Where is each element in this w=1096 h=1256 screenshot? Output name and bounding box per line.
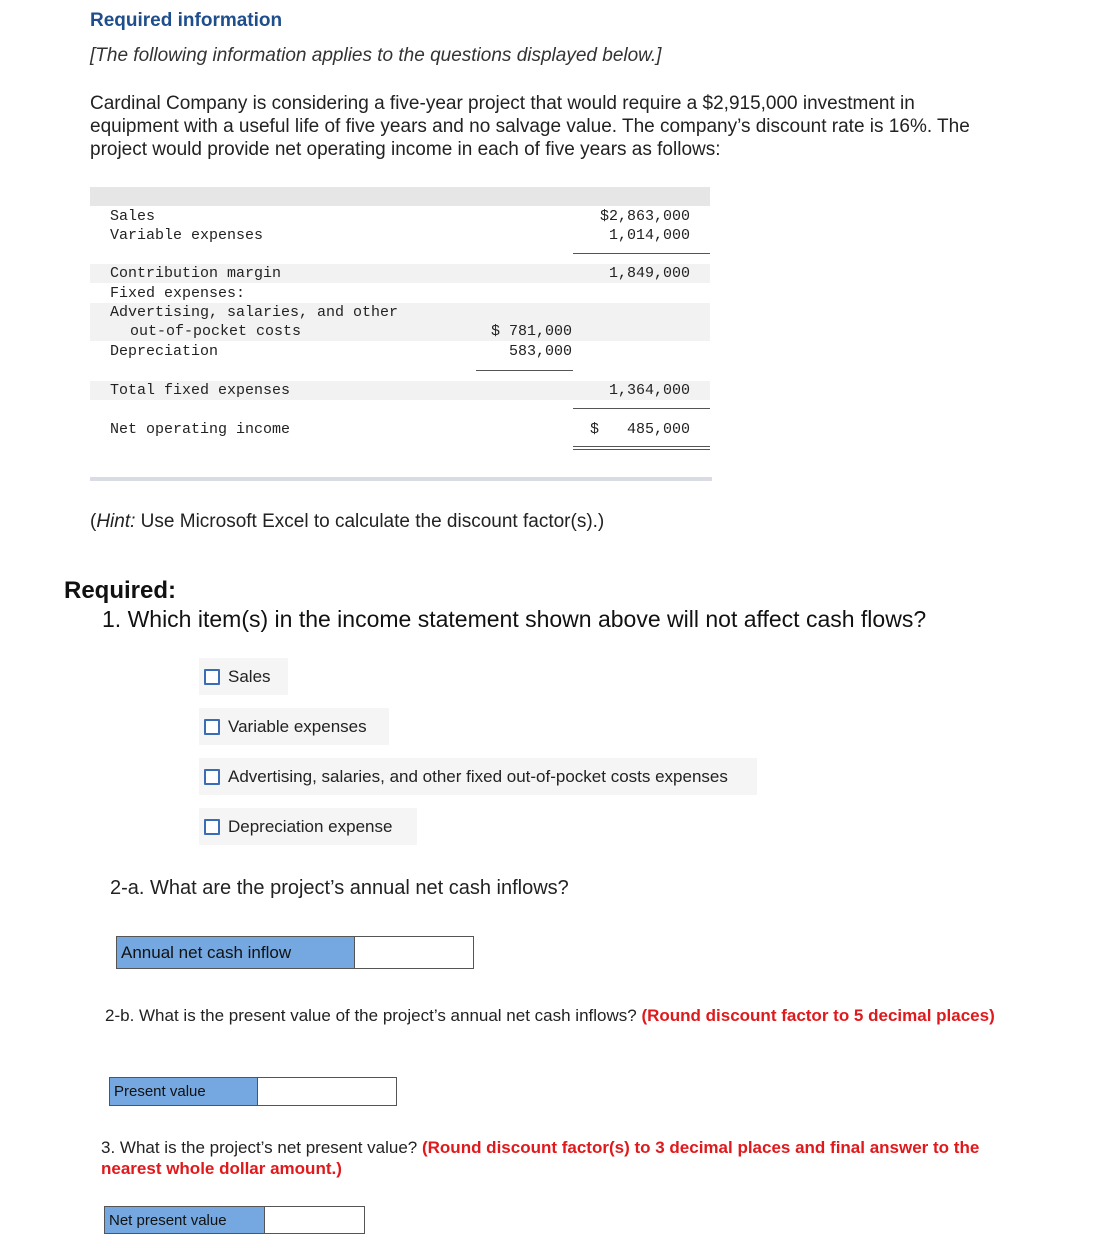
question-2b-instruction: (Round discount factor to 5 decimal places) [641,1006,995,1025]
applies-note: [The following information applies to the questions displayed below.] [90,45,662,66]
row-total-fixed [90,381,710,400]
hint-text [90,511,604,533]
row-variable-expenses [90,226,710,245]
checkbox-depreciation[interactable] [204,819,220,835]
option-advertising-label: Advertising, salaries, and other fixed out-of-pocket costs expenses [228,766,728,786]
option-advertising[interactable] [199,758,757,795]
rule-noi-double-1 [573,446,710,447]
rule-total-fixed [573,408,710,409]
statement-bottom-band [90,439,710,468]
present-value-label: Present value [110,1078,258,1105]
question-1: 1. Which item(s) in the income statement shown above will not affect cash flows? [102,606,927,632]
checkbox-sales[interactable] [204,669,220,685]
annual-net-cash-inflow-row [116,936,474,969]
row-net-operating-income [90,420,710,439]
sales-value: $2,863,000 [599,208,690,225]
rule-depreciation [476,370,573,371]
net-present-value-cell [265,1207,364,1233]
total-fixed-label: Total fixed expenses [110,382,291,399]
row-advertising-2 [90,322,710,341]
question-3-text: 3. What is the project’s net present value? [101,1138,422,1157]
question-2a: 2-a. What are the project’s annual net cash inflows? [110,877,569,899]
row-depreciation [90,342,710,361]
option-sales[interactable] [199,658,288,695]
hint-body: Use Microsoft Excel to calculate the discount factor(s).) [135,511,605,532]
question-2b-text: 2-b. What is the present value of the project’s annual net cash inflows? [105,1006,642,1025]
required-information-heading: Required information [90,10,283,31]
question-2b [105,1005,1005,1026]
checkbox-variable-expenses[interactable] [204,719,220,735]
income-statement [90,187,712,481]
net-present-value-row [104,1206,365,1234]
total-fixed-value: 1,364,000 [608,382,690,399]
annual-net-cash-inflow-cell [355,937,473,968]
annual-net-cash-inflow-input[interactable] [355,937,473,968]
sales-label: Sales [110,208,156,225]
advertising-label-line1: Advertising, salaries, and other [110,304,399,321]
noi-dollar-sign: $ [590,421,600,438]
noi-label: Net operating income [110,421,291,438]
required-heading: Required: [64,577,177,604]
option-depreciation-label: Depreciation expense [228,816,393,836]
variable-expenses-label: Variable expenses [110,227,264,244]
option-variable-expenses[interactable] [199,708,389,745]
option-depreciation[interactable] [199,808,417,845]
variable-expenses-value: 1,014,000 [608,227,690,244]
row-advertising-1 [90,303,710,322]
question-3 [101,1137,1011,1179]
fixed-expenses-label: Fixed expenses: [110,285,246,302]
question-3-instruction: (Round discount factor(s) to 3 decimal places and final answer to the nearest whole dollar amount.) [101,1138,980,1178]
noi-value: 485,000 [626,421,690,438]
contribution-margin-value: 1,849,000 [608,265,690,282]
option-sales-label: Sales [228,666,271,686]
scenario-text: Cardinal Company is considering a five-year project that would require a $2,915,000 investment in equipment with a useful life of five years and no salvage value. The company’s discount rate is 16%. The project would provide net operating income in each of five years as follows: [90,93,970,160]
net-present-value-label: Net present value [105,1207,265,1233]
advertising-value: $ 781,000 [490,323,572,340]
hint-prefix: ( [90,511,97,532]
annual-net-cash-inflow-label: Annual net cash inflow [117,937,355,968]
hint-italic: Hint: [96,511,136,532]
statement-header-band [90,187,710,206]
row-contribution-margin [90,264,710,283]
statement-footer-rule [90,477,712,481]
option-variable-expenses-label: Variable expenses [228,716,367,736]
checkbox-advertising[interactable] [204,769,220,785]
present-value-input[interactable] [258,1078,396,1105]
present-value-row [109,1077,397,1106]
rule-noi-double-2 [573,449,710,450]
depreciation-value: 583,000 [508,343,572,360]
rule-variable [573,253,710,254]
depreciation-label: Depreciation [110,343,219,360]
row-fixed-expenses [90,284,710,303]
present-value-cell [258,1078,396,1105]
advertising-label-line2: out-of-pocket costs [130,323,302,340]
net-present-value-input[interactable] [265,1207,364,1233]
row-sales [90,207,710,226]
contribution-margin-label: Contribution margin [110,265,282,282]
